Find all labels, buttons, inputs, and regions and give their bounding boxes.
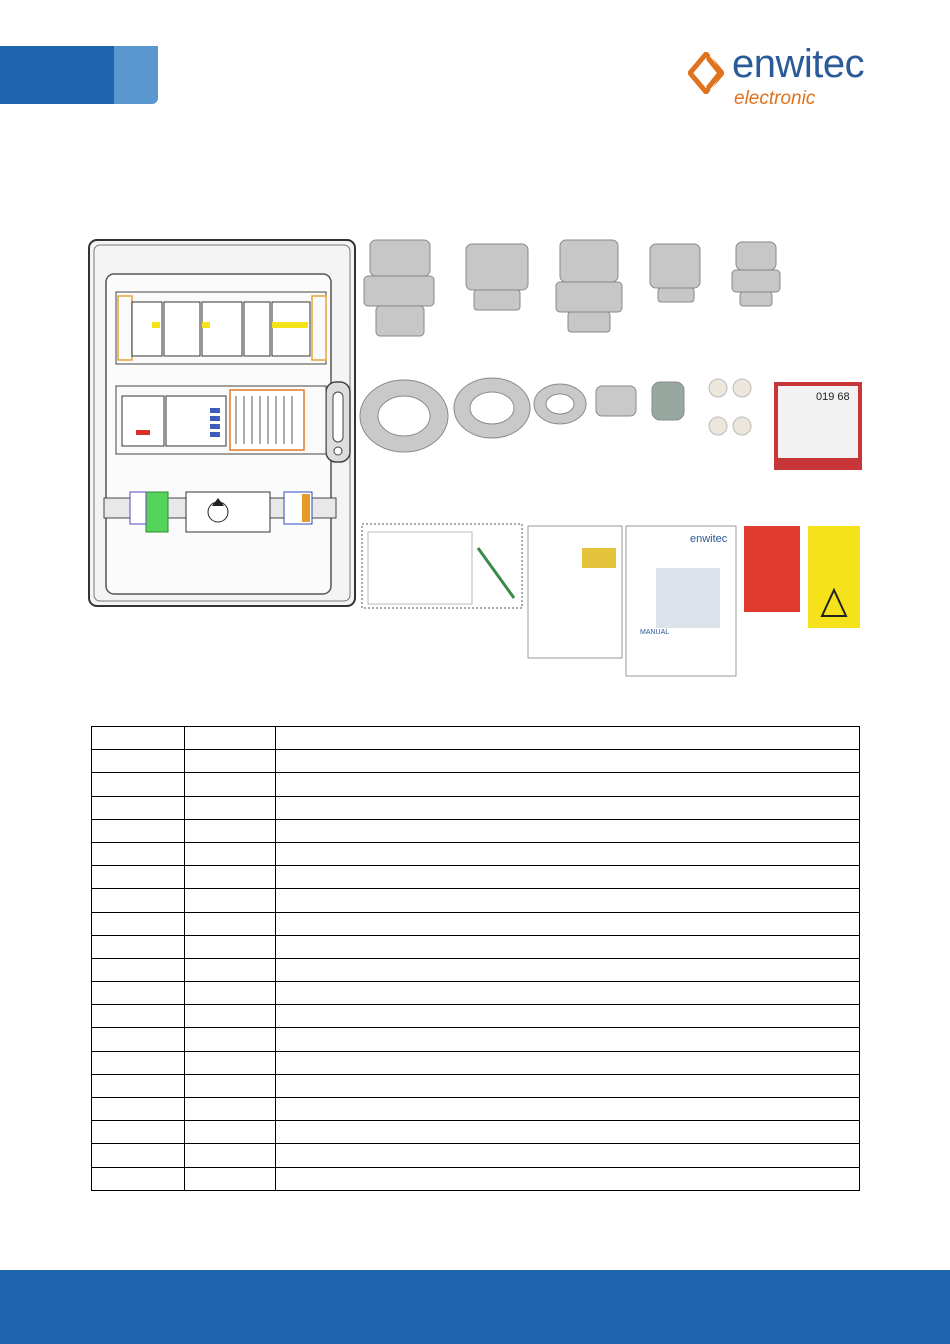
table-row [92,912,860,935]
table-cell [185,1121,276,1144]
product-photo [86,236,866,686]
table-cell [276,773,860,796]
table-cell [92,727,185,750]
table-row [92,1028,860,1051]
table-cell [185,982,276,1005]
table-row [92,1144,860,1167]
table-cell [276,958,860,981]
enclosure-illustration [89,240,355,606]
table-row [92,982,860,1005]
cable-glands [364,240,780,336]
table-cell [92,750,185,773]
table-row [92,1121,860,1144]
manual-title: MANUAL [640,629,670,636]
table-row [92,1074,860,1097]
table-cell [185,1028,276,1051]
table-cell [92,1098,185,1121]
table-cell [276,935,860,958]
table-cell [185,773,276,796]
table-cell [92,912,185,935]
label-pack [774,382,862,470]
table-cell [276,1005,860,1028]
table-row [92,1167,860,1190]
table-cell [92,866,185,889]
table-cell [185,1005,276,1028]
footer-bar [0,1270,950,1344]
table-cell [276,889,860,912]
table-cell [276,1144,860,1167]
table-cell [276,1051,860,1074]
table-row [92,866,860,889]
table-cell [276,842,860,865]
table-cell [92,889,185,912]
table-cell [276,1074,860,1097]
part-number-label: 019 68 [816,391,850,403]
table-cell [92,1028,185,1051]
table-cell [276,1121,860,1144]
table-cell [185,1074,276,1097]
header-tab-light [114,46,158,104]
table-row [92,750,860,773]
table-cell [276,727,860,750]
table-cell [185,1144,276,1167]
table-cell [185,935,276,958]
table-cell [276,866,860,889]
table-cell [92,1051,185,1074]
table-cell [276,796,860,819]
table-row [92,1098,860,1121]
table-row [92,842,860,865]
table-row [92,773,860,796]
table-cell [185,889,276,912]
lock-nuts [360,378,684,452]
logo-tagline: electronic [734,88,816,109]
table-cell [276,1167,860,1190]
documents [362,524,860,676]
table-cell [92,773,185,796]
logo-brand: enwitec [732,42,865,86]
table-row [92,889,860,912]
table-row [92,796,860,819]
table-row [92,935,860,958]
parts-table [91,726,860,1191]
table-cell [276,912,860,935]
table-cell [185,727,276,750]
table-cell [92,935,185,958]
table-cell [92,1005,185,1028]
table-cell [185,1098,276,1121]
table-cell [185,866,276,889]
table-cell [92,796,185,819]
table-cell [92,1167,185,1190]
table-cell [185,1051,276,1074]
foam-discs [709,379,751,435]
table-cell [185,750,276,773]
manual-brand: enwitec [690,533,728,545]
table-cell [185,819,276,842]
table-cell [92,842,185,865]
table-cell [276,1098,860,1121]
table-cell [276,750,860,773]
table-row [92,819,860,842]
table-cell [92,1144,185,1167]
table-row [92,958,860,981]
table-cell [92,958,185,981]
table-cell [185,912,276,935]
table-cell [92,982,185,1005]
enwitec-logo [688,44,918,114]
table-row [92,727,860,750]
table-cell [92,819,185,842]
table-row [92,1005,860,1028]
table-cell [185,1167,276,1190]
table-cell [276,1028,860,1051]
header-tab-dark [0,46,114,104]
table-cell [185,842,276,865]
table-cell [276,819,860,842]
table-cell [92,1121,185,1144]
diamond-logo-icon [688,52,724,94]
table-row [92,1051,860,1074]
table-cell [185,958,276,981]
table-cell [92,1074,185,1097]
table-cell [276,982,860,1005]
table-cell [185,796,276,819]
